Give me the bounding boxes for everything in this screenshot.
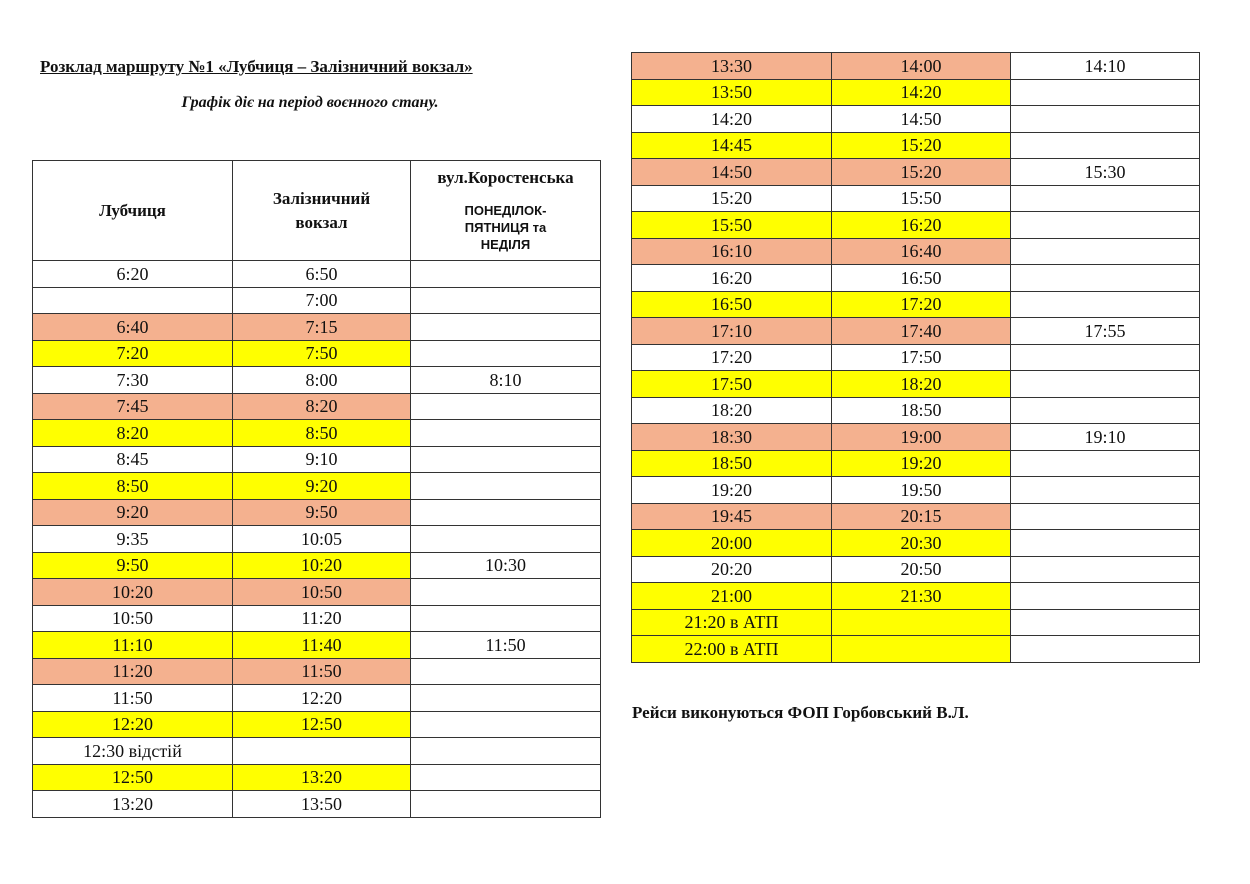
railway-time-cell: 13:50	[233, 791, 411, 818]
korostenska-time-cell	[1011, 371, 1200, 398]
korostenska-time-cell	[1011, 132, 1200, 159]
schedule-right-body	[632, 53, 1200, 663]
table-row	[33, 420, 601, 447]
korostenska-time-cell	[411, 685, 601, 712]
lubchytsia-time-cell: 16:20	[632, 265, 832, 292]
lubchytsia-time-cell: 16:10	[632, 238, 832, 265]
railway-time-cell: 10:50	[233, 579, 411, 606]
railway-time-cell: 19:50	[832, 477, 1011, 504]
table-row	[632, 212, 1200, 239]
lubchytsia-time-cell: 14:20	[632, 106, 832, 133]
lubchytsia-time-cell	[33, 287, 233, 314]
korostenska-time-cell	[1011, 556, 1200, 583]
korostenska-time-cell	[411, 764, 601, 791]
lubchytsia-time-cell: 17:20	[632, 344, 832, 371]
railway-time-cell: 17:20	[832, 291, 1011, 318]
lubchytsia-time-cell: 21:20 в АТП	[632, 609, 832, 636]
table-row	[33, 340, 601, 367]
table-row	[632, 79, 1200, 106]
railway-time-cell: 16:50	[832, 265, 1011, 292]
railway-time-cell: 17:40	[832, 318, 1011, 345]
railway-time-cell: 16:20	[832, 212, 1011, 239]
lubchytsia-time-cell: 12:30 відстій	[33, 738, 233, 765]
railway-time-cell: 13:20	[233, 764, 411, 791]
lubchytsia-time-cell: 7:45	[33, 393, 233, 420]
railway-time-cell: 19:20	[832, 450, 1011, 477]
railway-time-cell: 19:00	[832, 424, 1011, 451]
railway-time-cell: 15:20	[832, 132, 1011, 159]
header-korostenska-label: вул.Коростенська	[437, 168, 574, 187]
table-row	[632, 424, 1200, 451]
table-row	[632, 583, 1200, 610]
header-korostenska	[411, 161, 601, 261]
railway-time-cell: 20:15	[832, 503, 1011, 530]
railway-time-cell: 9:10	[233, 446, 411, 473]
lubchytsia-time-cell: 14:50	[632, 159, 832, 186]
table-row	[33, 499, 601, 526]
railway-time-cell: 7:00	[233, 287, 411, 314]
korostenska-time-cell: 17:55	[1011, 318, 1200, 345]
lubchytsia-time-cell: 13:50	[632, 79, 832, 106]
table-row	[33, 314, 601, 341]
table-row	[33, 446, 601, 473]
table-row	[33, 658, 601, 685]
table-row	[33, 632, 601, 659]
lubchytsia-time-cell: 9:20	[33, 499, 233, 526]
lubchytsia-time-cell: 6:20	[33, 261, 233, 288]
table-row	[632, 530, 1200, 557]
korostenska-time-cell: 8:10	[411, 367, 601, 394]
table-row	[33, 685, 601, 712]
table-row	[632, 450, 1200, 477]
korostenska-time-cell	[1011, 79, 1200, 106]
lubchytsia-time-cell: 16:50	[632, 291, 832, 318]
korostenska-time-cell	[411, 314, 601, 341]
header-lubchytsia-label: Лубчиця	[99, 200, 166, 220]
railway-time-cell: 21:30	[832, 583, 1011, 610]
header-lubchytsia	[33, 161, 233, 261]
railway-time-cell: 8:20	[233, 393, 411, 420]
table-row	[33, 764, 601, 791]
lubchytsia-time-cell: 9:35	[33, 526, 233, 553]
table-row	[33, 605, 601, 632]
korostenska-time-cell	[411, 605, 601, 632]
page-subtitle: Графік діє на період воєнного стану.	[181, 94, 439, 111]
korostenska-time-cell	[1011, 583, 1200, 610]
table-row	[632, 636, 1200, 663]
lubchytsia-time-cell: 14:45	[632, 132, 832, 159]
railway-time-cell: 18:50	[832, 397, 1011, 424]
header-railway-station-line2: вокзал	[295, 212, 348, 232]
header-railway-station-line1: Залізничний	[272, 188, 371, 208]
railway-time-cell	[832, 636, 1011, 663]
lubchytsia-time-cell: 10:50	[33, 605, 233, 632]
korostenska-time-cell	[1011, 397, 1200, 424]
railway-time-cell: 11:20	[233, 605, 411, 632]
page-title: Розклад маршруту №1 «Лубчиця – Залізничний вокзал»	[40, 57, 473, 76]
lubchytsia-time-cell: 10:20	[33, 579, 233, 606]
lubchytsia-time-cell: 13:30	[632, 53, 832, 80]
railway-time-cell: 12:50	[233, 711, 411, 738]
header-days-line3: НЕДІЛЯ	[480, 237, 531, 252]
korostenska-time-cell	[411, 658, 601, 685]
table-row	[632, 397, 1200, 424]
korostenska-time-cell	[411, 526, 601, 553]
lubchytsia-time-cell: 12:50	[33, 764, 233, 791]
korostenska-time-cell	[1011, 238, 1200, 265]
korostenska-time-cell	[411, 473, 601, 500]
railway-time-cell: 10:20	[233, 552, 411, 579]
lubchytsia-time-cell: 19:20	[632, 477, 832, 504]
table-row	[632, 371, 1200, 398]
railway-time-cell: 6:50	[233, 261, 411, 288]
railway-time-cell: 15:50	[832, 185, 1011, 212]
table-row	[33, 711, 601, 738]
lubchytsia-time-cell: 18:50	[632, 450, 832, 477]
lubchytsia-time-cell: 20:00	[632, 530, 832, 557]
lubchytsia-time-cell: 20:20	[632, 556, 832, 583]
lubchytsia-time-cell: 6:40	[33, 314, 233, 341]
railway-time-cell	[233, 738, 411, 765]
table-row	[33, 579, 601, 606]
korostenska-time-cell	[1011, 265, 1200, 292]
korostenska-time-cell	[411, 287, 601, 314]
railway-time-cell: 8:50	[233, 420, 411, 447]
lubchytsia-time-cell: 18:20	[632, 397, 832, 424]
table-row	[33, 552, 601, 579]
korostenska-time-cell	[1011, 344, 1200, 371]
korostenska-time-cell	[1011, 212, 1200, 239]
korostenska-time-cell	[411, 499, 601, 526]
table-row	[33, 393, 601, 420]
lubchytsia-time-cell: 7:30	[33, 367, 233, 394]
korostenska-time-cell	[1011, 106, 1200, 133]
railway-time-cell: 9:50	[233, 499, 411, 526]
railway-time-cell: 7:50	[233, 340, 411, 367]
railway-time-cell: 10:05	[233, 526, 411, 553]
lubchytsia-time-cell: 19:45	[632, 503, 832, 530]
lubchytsia-time-cell: 15:50	[632, 212, 832, 239]
table-row	[33, 287, 601, 314]
korostenska-time-cell	[411, 420, 601, 447]
railway-time-cell: 11:40	[233, 632, 411, 659]
lubchytsia-time-cell: 17:50	[632, 371, 832, 398]
table-row	[632, 344, 1200, 371]
korostenska-time-cell	[1011, 503, 1200, 530]
lubchytsia-time-cell: 15:20	[632, 185, 832, 212]
korostenska-time-cell: 11:50	[411, 632, 601, 659]
table-row	[33, 526, 601, 553]
lubchytsia-time-cell: 8:45	[33, 446, 233, 473]
table-row	[33, 738, 601, 765]
table-row	[632, 53, 1200, 80]
lubchytsia-time-cell: 11:10	[33, 632, 233, 659]
table-row	[632, 238, 1200, 265]
korostenska-time-cell: 19:10	[1011, 424, 1200, 451]
korostenska-time-cell: 14:10	[1011, 53, 1200, 80]
header-railway-station	[233, 161, 411, 261]
railway-time-cell: 14:00	[832, 53, 1011, 80]
korostenska-time-cell	[411, 340, 601, 367]
table-row	[632, 132, 1200, 159]
korostenska-time-cell	[1011, 450, 1200, 477]
lubchytsia-time-cell: 18:30	[632, 424, 832, 451]
korostenska-time-cell	[1011, 185, 1200, 212]
railway-time-cell: 14:50	[832, 106, 1011, 133]
railway-time-cell: 12:20	[233, 685, 411, 712]
korostenska-time-cell	[1011, 609, 1200, 636]
railway-time-cell: 20:50	[832, 556, 1011, 583]
lubchytsia-time-cell: 9:50	[33, 552, 233, 579]
railway-time-cell: 11:50	[233, 658, 411, 685]
railway-time-cell	[832, 609, 1011, 636]
korostenska-time-cell	[1011, 636, 1200, 663]
lubchytsia-time-cell: 11:20	[33, 658, 233, 685]
lubchytsia-time-cell: 13:20	[33, 791, 233, 818]
table-row	[632, 477, 1200, 504]
lubchytsia-time-cell: 17:10	[632, 318, 832, 345]
korostenska-time-cell	[411, 393, 601, 420]
lubchytsia-time-cell: 11:50	[33, 685, 233, 712]
table-row	[632, 609, 1200, 636]
lubchytsia-time-cell: 8:50	[33, 473, 233, 500]
korostenska-time-cell	[411, 261, 601, 288]
korostenska-time-cell	[1011, 291, 1200, 318]
table-row	[33, 473, 601, 500]
korostenska-time-cell: 15:30	[1011, 159, 1200, 186]
table-row	[632, 291, 1200, 318]
table-row	[632, 185, 1200, 212]
schedule-table-right	[631, 52, 1200, 663]
table-row	[33, 367, 601, 394]
table-row	[632, 503, 1200, 530]
operator-note: Рейси виконуються ФОП Горбовський В.Л.	[632, 703, 969, 722]
railway-time-cell: 18:20	[832, 371, 1011, 398]
railway-time-cell: 16:40	[832, 238, 1011, 265]
korostenska-time-cell	[411, 791, 601, 818]
lubchytsia-time-cell: 8:20	[33, 420, 233, 447]
lubchytsia-time-cell: 22:00 в АТП	[632, 636, 832, 663]
lubchytsia-time-cell: 12:20	[33, 711, 233, 738]
schedule-table-left	[32, 160, 601, 818]
table-row	[33, 261, 601, 288]
table-row	[632, 265, 1200, 292]
railway-time-cell: 14:20	[832, 79, 1011, 106]
railway-time-cell: 9:20	[233, 473, 411, 500]
korostenska-time-cell: 10:30	[411, 552, 601, 579]
table-row	[33, 791, 601, 818]
lubchytsia-time-cell: 7:20	[33, 340, 233, 367]
railway-time-cell: 7:15	[233, 314, 411, 341]
korostenska-time-cell	[1011, 530, 1200, 557]
header-days-line2: ПЯТНИЦЯ та	[464, 220, 547, 235]
railway-time-cell: 8:00	[233, 367, 411, 394]
korostenska-time-cell	[411, 579, 601, 606]
railway-time-cell: 17:50	[832, 344, 1011, 371]
table-row	[632, 159, 1200, 186]
table-row	[632, 318, 1200, 345]
table-row	[632, 556, 1200, 583]
korostenska-time-cell	[411, 711, 601, 738]
schedule-left-body	[33, 261, 601, 818]
korostenska-time-cell	[411, 738, 601, 765]
header-days-line1: ПОНЕДІЛОК-	[464, 203, 547, 218]
lubchytsia-time-cell: 21:00	[632, 583, 832, 610]
railway-time-cell: 20:30	[832, 530, 1011, 557]
korostenska-time-cell	[1011, 477, 1200, 504]
table-row	[632, 106, 1200, 133]
railway-time-cell: 15:20	[832, 159, 1011, 186]
korostenska-time-cell	[411, 446, 601, 473]
